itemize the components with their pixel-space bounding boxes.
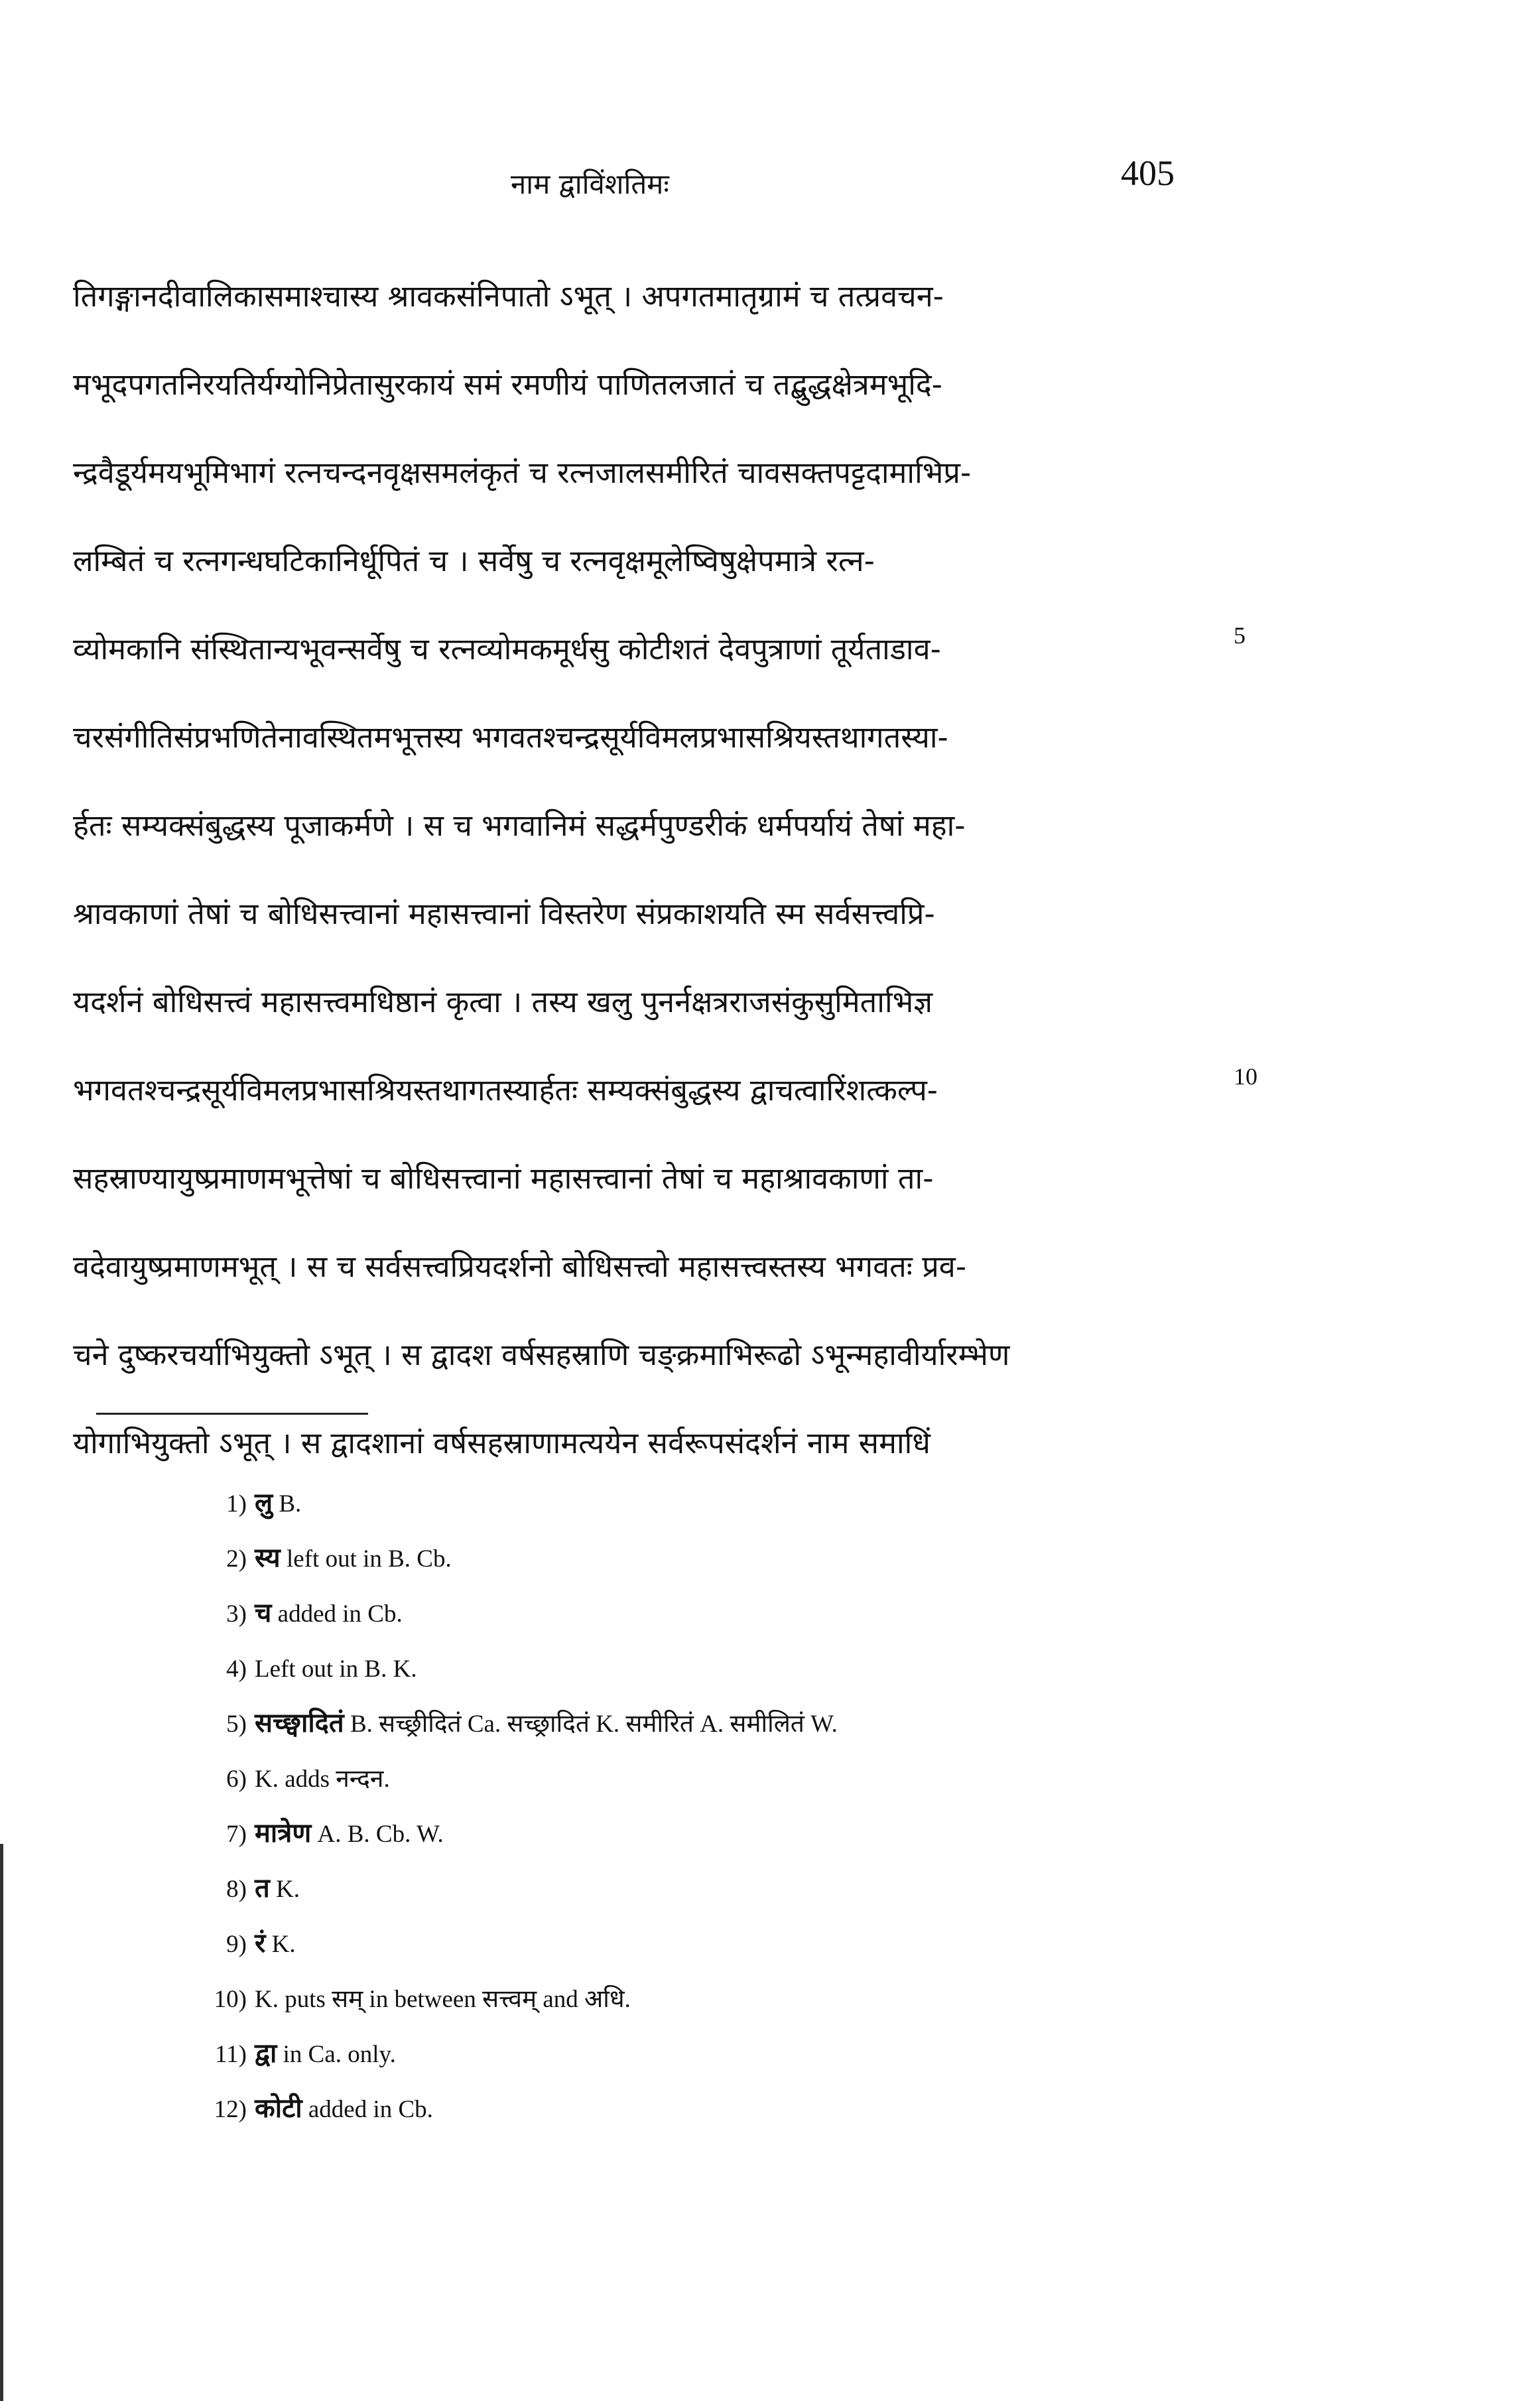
footnote-number: 1): [226, 1490, 247, 1518]
footnote-number: 5): [226, 1711, 247, 1738]
footnote-item: [199, 2026, 1326, 2081]
footnote-item: [199, 1476, 1326, 1531]
footnote-sanskrit: स्य: [255, 1543, 281, 1573]
footnote-number: 2): [226, 1545, 247, 1573]
text-line: यदर्शनं बोधिसत्त्वं महासत्त्वमधिष्ठानं कृत्वा । तस्य खलु पुनर्नक्षत्रराजसंकुसुमिताभिज्ञ: [73, 984, 933, 1019]
footnote-text: left out in B. Cb.: [280, 1545, 452, 1573]
footnote-sanskrit: मात्रेण: [255, 1818, 312, 1849]
footnote-text: in Ca. only.: [277, 2041, 396, 2068]
running-header: [0, 153, 1540, 206]
footnote-text: Left out in B. K.: [255, 1655, 417, 1683]
text-line: मभूदपगतनिरयतिर्यग्योनिप्रेतासुरकायं समं रमणीयं पाणितलजातं च तद्बुद्धक्षेत्रमभूदि-: [73, 367, 943, 402]
footnotes: [199, 1476, 1326, 2136]
footnote-sanskrit: द्वा: [255, 2038, 277, 2069]
main-text-block: [73, 252, 1214, 1487]
footnote-sanskrit: रं: [255, 1928, 266, 1959]
footnote-item: [199, 1696, 1326, 1751]
running-title: नाम द्वाविंशतिमः: [511, 168, 669, 200]
footnote-number: 12): [214, 2096, 247, 2123]
footnote-text: K. puts सम् in between सत्त्वम् and अधि.: [255, 1986, 631, 2013]
footnote-number: 10): [214, 1986, 247, 2013]
text-line: योगाभियुक्तो ऽभूत् । स द्वादशानां वर्षसहस्राणामत्ययेन सर्वरूपसंदर्शनं नाम समाधिं: [73, 1425, 930, 1460]
footnote-item: [199, 2081, 1326, 2136]
text-line: चरसंगीतिसंप्रभणितेनावस्थितमभूत्तस्य भगवतश्चन्द्रसूर्यविमलप्रभासश्रियस्तथागतस्या-: [73, 720, 948, 755]
footnote-number: 8): [226, 1876, 247, 1903]
footnote-item: [199, 1806, 1326, 1861]
footnote-item: [199, 1586, 1326, 1641]
footnote-sanskrit: च: [255, 1598, 272, 1628]
text-line: श्रावकाणां तेषां च बोधिसत्त्वानां महासत्त्वानां विस्तरेण संप्रकाशयति स्म सर्वसत्त्वप्रि-: [73, 896, 935, 931]
footnote-number: 11): [215, 2041, 247, 2068]
footnote-sanskrit: त: [255, 1873, 270, 1904]
text-line: र्हतः सम्यक्संबुद्धस्य पूजाकर्मणे । स च भगवानिमं सद्धर्मपुण्डरीकं धर्मपर्यायं तेषां महा-: [73, 808, 966, 843]
footnote-item: [199, 1861, 1326, 1916]
footnote-sanskrit: कोटी: [255, 2093, 302, 2124]
text-line: व्योमकानि संस्थितान्यभूवन्सर्वेषु च रत्नव्योमकमूर्धसु कोटीशतं देवपुत्राणां तूर्यताडाव-: [73, 631, 941, 667]
footnote-number: 9): [226, 1931, 247, 1958]
footnote-text: B.: [273, 1490, 302, 1518]
footnote-text: K. adds नन्दन.: [255, 1766, 390, 1793]
footnote-item: [199, 1531, 1326, 1586]
footnote-text: added in Cb.: [302, 2096, 433, 2123]
line-number-5: 5: [1234, 622, 1246, 649]
text-line: भगवतश्चन्द्रसूर्यविमलप्रभासश्रियस्तथागतस्यार्हतः सम्यक्संबुद्धस्य द्वाचत्वारिंशत्कल्प-: [73, 1072, 938, 1108]
footnote-item: [199, 1971, 1326, 2026]
footnote-separator: [96, 1413, 368, 1415]
footnote-number: 6): [226, 1766, 247, 1793]
text-line: न्द्रवैडूर्यमयभूमिभागं रत्नचन्दनवृक्षसमलंकृतं च रत्नजालसमीरितं चावसक्तपट्टदामाभिप्र-: [73, 455, 972, 490]
text-line: चने दुष्करचर्याभियुक्तो ऽभूत् । स द्वादश वर्षसहस्राणि चङ्क्रमाभिरूढो ऽभून्महावीर्यारम्भेण: [73, 1337, 1010, 1372]
footnote-sanskrit: सच्छ्वादितं: [255, 1708, 344, 1738]
footnote-text: K.: [265, 1931, 296, 1958]
text-line: सहस्राण्यायुष्प्रमाणमभूत्तेषां च बोधिसत्त्वानां महासत्त्वानां तेषां च महाश्रावकाणां ता-: [73, 1161, 934, 1196]
line-number-10: 10: [1234, 1063, 1257, 1090]
page-number: 405: [1121, 153, 1175, 193]
footnote-number: 3): [226, 1600, 247, 1628]
footnote-text: added in Cb.: [271, 1600, 403, 1628]
text-line: वदेवायुष्प्रमाणमभूत् । स च सर्वसत्त्वप्रियदर्शनो बोधिसत्त्वो महासत्त्वस्तस्य भगवतः प्रव-: [73, 1249, 967, 1284]
footnote-text: A. B. Cb. W.: [311, 1821, 444, 1848]
footnote-text: B. सच्छ्रीदितं Ca. सच्छ्रादितं K. समीरितं A. समीलितं W.: [344, 1711, 838, 1738]
footnote-number: 7): [226, 1821, 247, 1848]
footnote-sanskrit: लु: [255, 1488, 273, 1518]
text-line: तिगङ्गानदीवालिकासमाश्चास्य श्रावकसंनिपातो ऽभूत् । अपगतमातृग्रामं च तत्प्रवचन-: [73, 279, 944, 314]
footnote-text: K.: [269, 1876, 300, 1903]
footnote-item: [199, 1641, 1326, 1696]
footnote-item: [199, 1751, 1326, 1806]
footnote-item: [199, 1916, 1326, 1971]
text-line: लम्बितं च रत्नगन्धघटिकानिर्धूपितं च । सर्वेषु च रत्नवृक्षमूलेष्विषुक्षेपमात्रे रत्न-: [73, 543, 875, 578]
footnote-number: 4): [226, 1655, 247, 1683]
page-edge-shadow: [0, 1844, 3, 2401]
